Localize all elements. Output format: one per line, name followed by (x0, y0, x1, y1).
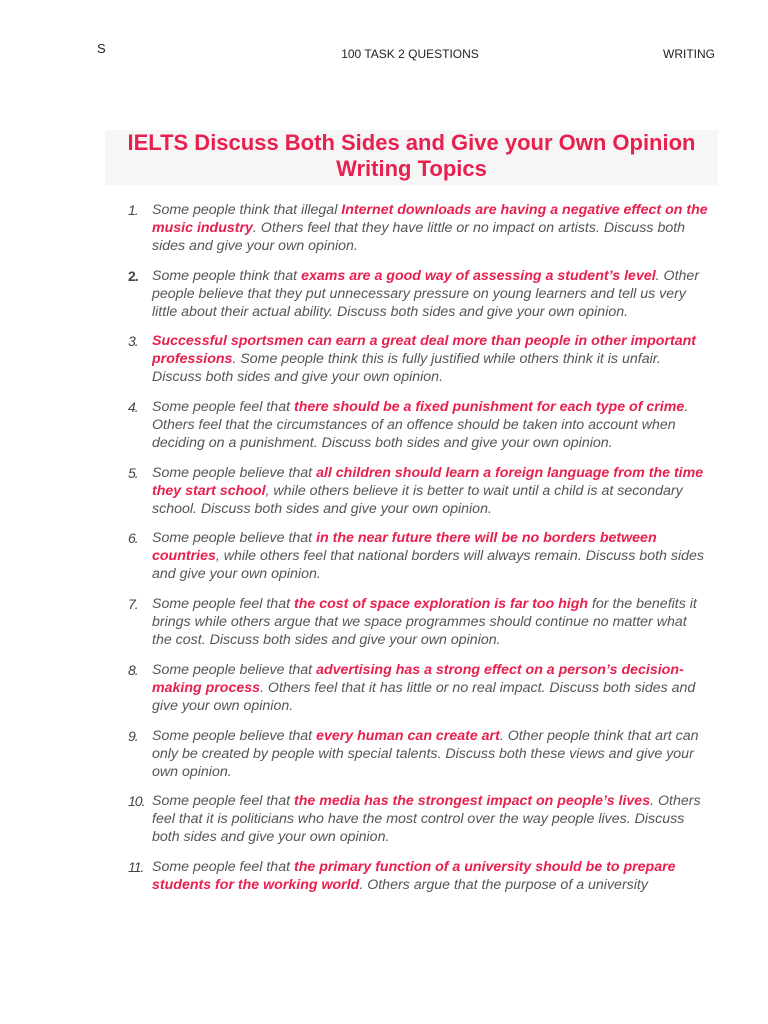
topic-number: 6. (128, 530, 138, 547)
topic-item (0, 201, 708, 255)
topic-highlight: the media has the strongest impact on people’s lives (293, 793, 651, 810)
topic-item (0, 595, 708, 649)
topic-number: 2. (128, 267, 138, 284)
topic-text-pre: Some people believe that (152, 530, 317, 547)
topic-text-pre: Some people believe that (152, 727, 317, 744)
header-mark: S (97, 41, 106, 56)
topic-number: 8. (128, 661, 138, 678)
topic-text-post: . Others feel that it has little or no real impact. Discuss both sides and give your own opinion. (152, 679, 696, 714)
topic-highlight: there should be a fixed punishment for each type of crime (293, 399, 685, 416)
topic-text-post: for the benefits it brings while others argue that we space programmes should continue no matter what the cost. Discuss both sides and give your own opinion. (152, 596, 697, 649)
topic-number: 9. (128, 727, 138, 744)
topic-item (0, 398, 708, 452)
header-center-text: 100 TASK 2 QUESTIONS (341, 47, 479, 61)
topic-text-post: . Others argue that the purpose of a university (359, 876, 648, 893)
topic-number: 10. (128, 793, 145, 810)
topic-text-pre: Some people feel that (152, 596, 294, 613)
topic-text-pre: Some people feel that (152, 793, 294, 810)
topic-item (0, 464, 708, 518)
title-line-2: Writing Topics (336, 156, 487, 181)
topic-text-post: . Other people think that art can only be created by people with special talents. Discuss both these views and give your own opinion. (152, 727, 699, 780)
topic-text-post: . Some people think this is fully justified while others think it is unfair. Discuss both sides and give your own opinion. (152, 351, 661, 386)
topic-number: 5. (128, 464, 138, 481)
topic-highlight: Internet downloads are having a negative effect on the music industry (152, 202, 708, 236)
topic-text-pre: Some people think that (152, 267, 302, 284)
topic-text-pre: Some people believe that (152, 464, 317, 481)
topic-item (0, 858, 708, 894)
topic-text-pre: Some people feel that (152, 858, 294, 875)
topic-highlight: all children should learn a foreign language from the time they start school (152, 464, 704, 499)
topic-item (0, 792, 708, 846)
topic-highlight: exams are a good way of assessing a student’s level (301, 267, 656, 284)
topic-highlight: every human can create art (316, 727, 500, 744)
topic-text-post: . Others feel that it is politicians who have the most control over the way people lives. Discuss both sides and give your own opinion. (152, 793, 701, 846)
topic-text-post: . Other people believe that they put unnecessary pressure on young learners and tell us very little about their actual ability. Discuss both sides and give your own opinion. (152, 267, 700, 320)
topic-text-post: . Others feel that the circumstances of an offence should be taken into account when deciding on a punishment. Discuss both sides and give your own opinion. (152, 399, 689, 452)
topic-item (0, 332, 708, 386)
topic-highlight: the cost of space exploration is far too high (293, 596, 589, 613)
topic-number: 1. (128, 202, 138, 218)
topic-text-pre: Some people think that illegal (152, 202, 342, 218)
document-title (105, 130, 718, 185)
topic-highlight: the primary function of a university should be to prepare students for the working world (152, 858, 676, 893)
topic-list (0, 201, 768, 906)
page-header (0, 0, 768, 80)
topic-text-post: , while others believe it is better to wait until a child is at secondary school. Discuss both sides and give your own opinion. (152, 482, 683, 517)
topic-highlight: Successful sportsmen can earn a great deal more than people in other important professions (152, 333, 696, 368)
topic-item (0, 727, 708, 781)
topic-text-post: , while others feel that national borders will always remain. Discuss both sides and give your own opinion. (152, 548, 704, 583)
topic-text-pre: Some people believe that (152, 661, 317, 678)
header-right-text: WRITING (663, 47, 715, 61)
topic-number: 3. (128, 333, 138, 350)
title-line-1: IELTS Discuss Both Sides and Give your Own Opinion (127, 130, 696, 155)
topic-item (0, 661, 708, 715)
topic-highlight: advertising has a strong effect on a person’s decision-making process (152, 661, 684, 696)
topic-highlight: in the near future there will be no borders between countries (152, 530, 657, 565)
topic-text-pre: Some people feel that (152, 399, 294, 416)
topic-text-post: . Others feel that they have little or no impact on artists. Discuss both sides and give your own opinion. (152, 220, 686, 254)
topic-number: 7. (128, 596, 138, 613)
topic-item (0, 267, 708, 321)
topic-number: 4. (128, 399, 138, 416)
topic-item (0, 529, 708, 583)
topic-number: 11. (128, 858, 144, 875)
